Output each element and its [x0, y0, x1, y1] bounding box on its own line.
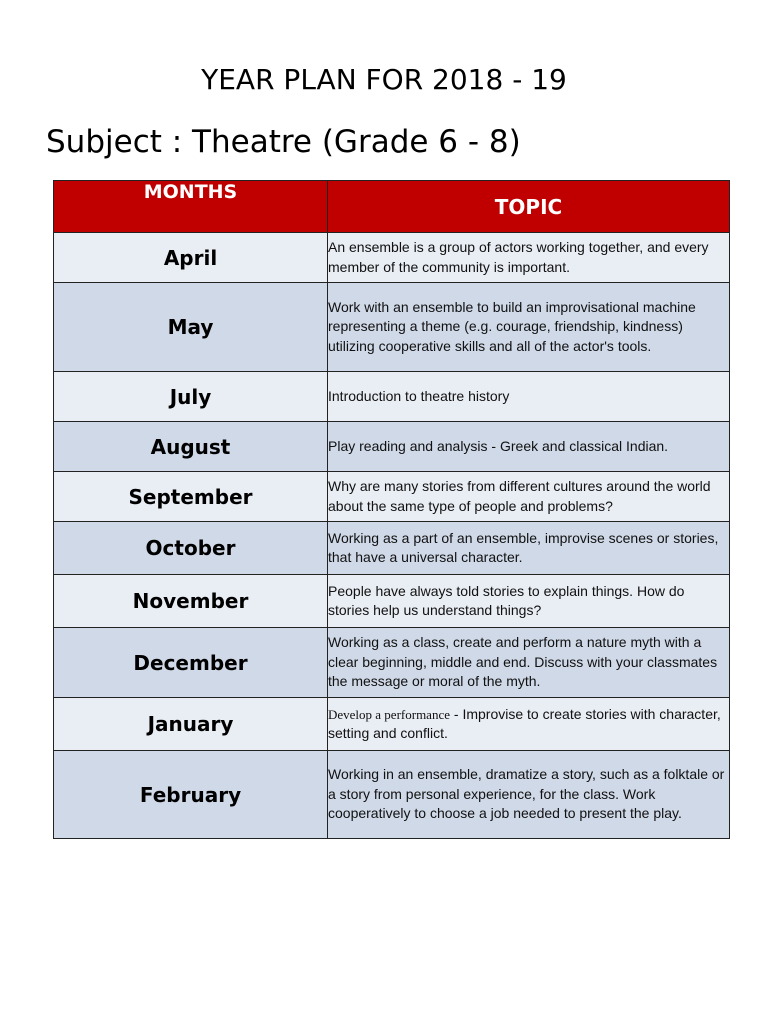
table-row [54, 751, 730, 839]
subject-heading: Subject : Theatre (Grade 6 - 8) [46, 124, 521, 160]
topic-cell [328, 698, 730, 751]
topic-cell: Working as a class, create and perform a nature myth with a clear beginning, middle and end. Discuss with your classmates the message or moral of the myth. [328, 628, 730, 698]
topic-column-header: TOPIC [328, 181, 730, 233]
month-cell: December [54, 628, 328, 698]
table-row [54, 422, 730, 472]
table-row [54, 283, 730, 372]
month-cell: May [54, 283, 328, 372]
month-cell: August [54, 422, 328, 472]
topic-cell: Play reading and analysis - Greek and classical Indian. [328, 422, 730, 472]
month-cell: February [54, 751, 328, 839]
month-cell: October [54, 522, 328, 575]
year-plan-table [53, 180, 730, 839]
months-column-header: MONTHS [54, 181, 328, 233]
month-cell: November [54, 575, 328, 628]
month-cell: September [54, 472, 328, 522]
table-row [54, 472, 730, 522]
topic-cell: Working as a part of an ensemble, improvise scenes or stories, that have a universal character. [328, 522, 730, 575]
table-row [54, 575, 730, 628]
table-row [54, 698, 730, 751]
table-row [54, 522, 730, 575]
table-row [54, 233, 730, 283]
topic-cell: Introduction to theatre history [328, 372, 730, 422]
topic-cell: People have always told stories to explain things. How do stories help us understand things? [328, 575, 730, 628]
topic-text: - Improvise to create stories with character, setting and conflict. [328, 705, 721, 741]
month-cell: January [54, 698, 328, 751]
topic-cell: Why are many stories from different cultures around the world about the same type of people and problems? [328, 472, 730, 522]
table-row [54, 628, 730, 698]
topic-cell: Work with an ensemble to build an improvisational machine representing a theme (e.g. courage, friendship, kindness) utilizing cooperative skills and all of the actor's tools. [328, 283, 730, 372]
month-cell: April [54, 233, 328, 283]
page-title: YEAR PLAN FOR 2018 - 19 [201, 63, 567, 96]
topic-lead-text: Develop a performance [328, 706, 450, 722]
table-row [54, 372, 730, 422]
month-cell: July [54, 372, 328, 422]
topic-cell: An ensemble is a group of actors working together, and every member of the community is important. [328, 233, 730, 283]
topic-cell: Working in an ensemble, dramatize a story, such as a folktale or a story from personal experience, for the class. Work cooperatively to choose a job needed to present the play. [328, 751, 730, 839]
table-header-row [54, 181, 730, 233]
